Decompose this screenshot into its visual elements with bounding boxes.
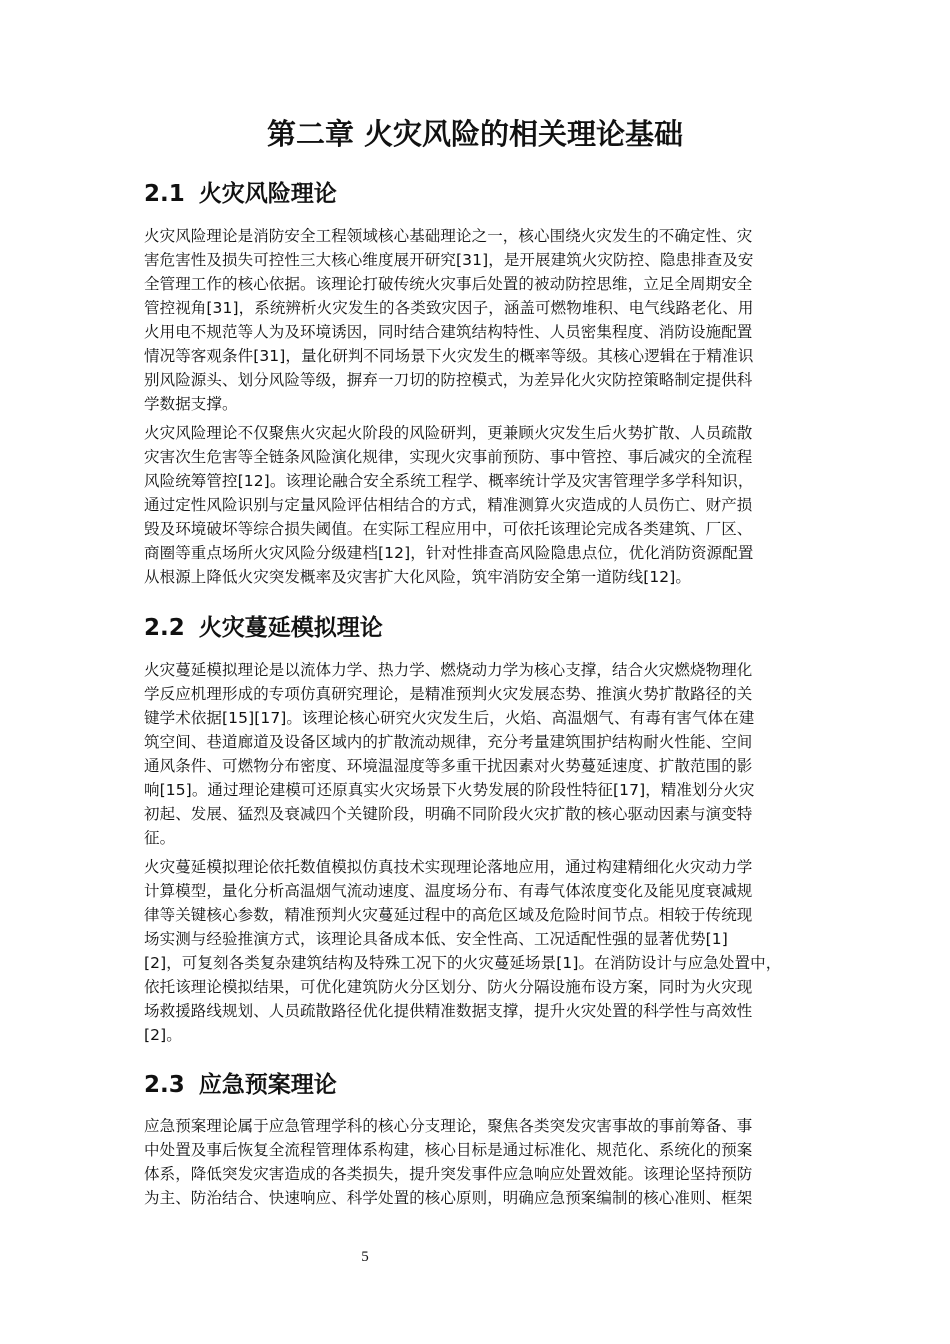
text-line: 灾害次生危害等全链条风险演化规律，实现火灾事前预防、事中管控、事后减灾的全流程 [144, 448, 753, 466]
text-line: 学反应机理形成的专项仿真研究理论，是精准预判火灾发展态势、推演火势扩散路径的关 [144, 685, 753, 703]
text-line: 键学术依据[15][17]。该理论核心研究火灾发生后，火焰、高温烟气、有毒有害气体在建 [144, 709, 755, 727]
text-line: [2]，可复刻各类复杂建筑结构及特殊工况下的火灾蔓延场景[1]。在消防设计与应急处置中， [144, 954, 782, 972]
text-line: 火灾风险理论是消防安全工程领域核心基础理论之一，核心围绕火灾发生的不确定性、灾 [144, 227, 753, 245]
text-line: 征。 [144, 829, 176, 847]
section-heading-2-1 [144, 178, 337, 210]
section-heading-2-3 [144, 1069, 337, 1101]
text-line: 体系，降低突发灾害造成的各类损失，提升突发事件应急响应处置效能。该理论坚持预防 [144, 1165, 753, 1183]
paragraph-2-2-a [144, 658, 816, 850]
section-number: 2.3 [144, 1072, 185, 1098]
text-line: 初起、发展、猛烈及衰减四个关键阶段，明确不同阶段火灾扩散的核心驱动因素与演变特 [144, 805, 753, 823]
section-title: 应急预案理论 [198, 1072, 337, 1098]
text-line: [2]。 [144, 1026, 182, 1044]
text-line: 中处置及事后恢复全流程管理体系构建，核心目标是通过标准化、规范化、系统化的预案 [144, 1141, 753, 1159]
text-line: 火灾风险理论不仅聚焦火灾起火阶段的风险研判，更兼顾火灾发生后火势扩散、人员疏散 [144, 424, 753, 442]
text-line: 风险统筹管控[12]。该理论融合安全系统工程学、概率统计学及灾害管理学多学科知识， [144, 472, 754, 490]
text-line: 场救援路线规划、人员疏散路径优化提供精准数据支撑，提升火灾处置的科学性与高效性 [144, 1002, 753, 1020]
text-line: 通过定性风险识别与定量风险评估相结合的方式，精准测算火灾造成的人员伤亡、财产损 [144, 496, 753, 514]
text-line: 情况等客观条件[31]，量化研判不同场景下火灾发生的概率等级。其核心逻辑在于精准识 [144, 347, 754, 365]
section-heading-2-2 [144, 612, 383, 644]
text-line: 火用电不规范等人为及环境诱因，同时结合建筑结构特性、人员密集程度、消防设施配置 [144, 323, 753, 341]
text-line: 为主、防治结合、快速响应、科学处置的核心原则，明确应急预案编制的核心准则、框架 [144, 1189, 753, 1207]
paragraph-2-3-a [144, 1114, 816, 1210]
section-number: 2.1 [144, 181, 185, 207]
text-line: 火灾蔓延模拟理论依托数值模拟仿真技术实现理论落地应用，通过构建精细化火灾动力学 [144, 858, 753, 876]
text-line: 害危害性及损失可控性三大核心维度展开研究[31]，是开展建筑火灾防控、隐患排查及安 [144, 251, 754, 269]
text-line: 计算模型，量化分析高温烟气流动速度、温度场分布、有毒气体浓度变化及能见度衰减规 [144, 882, 753, 900]
text-line: 依托该理论模拟结果，可优化建筑防火分区划分、防火分隔设施布设方案，同时为火灾现 [144, 978, 753, 996]
page-number: 5 [361, 1249, 369, 1265]
text-line: 全管理工作的核心依据。该理论打破传统火灾事后处置的被动防控思维，立足全周期安全 [144, 275, 753, 293]
text-line: 从根源上降低火灾突发概率及灾害扩大化风险，筑牢消防安全第一道防线[12]。 [144, 568, 692, 586]
paragraph-2-2-b [144, 855, 816, 1047]
text-line: 场实测与经验推演方式，该理论具备成本低、安全性高、工况适配性强的显著优势[1] [144, 930, 728, 948]
text-line: 筑空间、巷道廊道及设备区域内的扩散流动规律，充分考量建筑围护结构耐火性能、空间 [144, 733, 753, 751]
text-line: 管控视角[31]，系统辨析火灾发生的各类致灾因子，涵盖可燃物堆积、电气线路老化、用 [144, 299, 754, 317]
paragraph-2-1-b [144, 421, 816, 589]
section-title: 火灾风险理论 [198, 181, 337, 207]
chapter-title: 第二章 火灾风险的相关理论基础 [266, 117, 684, 151]
text-line: 律等关键核心参数，精准预判火灾蔓延过程中的高危区域及危险时间节点。相较于传统现 [144, 906, 753, 924]
text-line: 火灾蔓延模拟理论是以流体力学、热力学、燃烧动力学为核心支撑，结合火灾燃烧物理化 [144, 661, 753, 679]
text-line: 学数据支撑。 [144, 395, 238, 413]
text-line: 应急预案理论属于应急管理学科的核心分支理论，聚焦各类突发灾害事故的事前筹备、事 [144, 1117, 753, 1135]
text-line: 商圈等重点场所火灾风险分级建档[12]，针对性排查高风险隐患点位，优化消防资源配置 [144, 544, 754, 562]
text-line: 响[15]。通过理论建模可还原真实火灾场景下火势发展的阶段性特征[17]，精准划分火灾 [144, 781, 755, 799]
paragraph-2-1-a [144, 224, 816, 416]
text-line: 通风条件、可燃物分布密度、环境温湿度等多重干扰因素对火势蔓延速度、扩散范围的影 [144, 757, 753, 775]
text-line: 毁及环境破坏等综合损失阈值。在实际工程应用中，可依托该理论完成各类建筑、厂区、 [144, 520, 753, 538]
text-line: 别风险源头、划分风险等级，摒弃一刀切的防控模式，为差异化火灾防控策略制定提供科 [144, 371, 753, 389]
section-number: 2.2 [144, 615, 185, 641]
section-title: 火灾蔓延模拟理论 [198, 615, 383, 641]
